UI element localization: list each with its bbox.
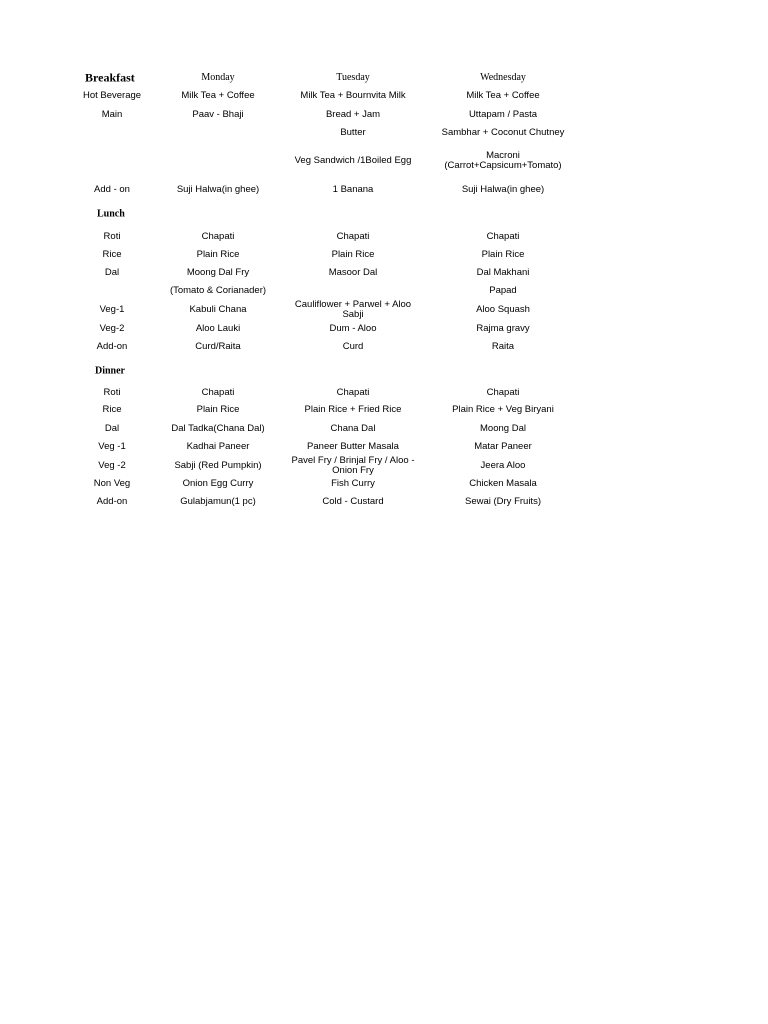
lunch-heading: Lunch [97,208,125,220]
menu-cell: Milk Tea + Coffee [181,90,255,101]
row-label: Rice [102,249,122,260]
day-header-monday: Monday [201,72,235,83]
menu-cell: Aloo Squash [476,304,530,315]
menu-cell: Gulabjamun(1 pc) [180,496,256,507]
menu-cell: Milk Tea + Bournvita Milk [300,90,406,101]
menu-cell: Milk Tea + Coffee [466,90,540,101]
menu-cell: Chapati [486,387,520,398]
menu-cell-line1: Cauliflower + Parwel + Aloo [294,299,412,310]
menu-cell: Onion Egg Curry [182,478,254,489]
menu-cell: Chicken Masala [469,478,537,489]
row-label: Dal [104,423,120,434]
menu-cell: Plain Rice [481,249,525,260]
menu-cell: Dal Makhani [476,267,530,278]
menu-cell: Veg Sandwich /1Boiled Egg [294,155,412,166]
breakfast-heading: Breakfast [85,70,135,85]
menu-cell: (Tomato & Corianader) [169,285,267,296]
menu-cell: Chapati [201,387,235,398]
menu-cell: Sambhar + Coconut Chutney [441,127,565,138]
menu-cell: Paneer Butter Masala [307,441,399,452]
menu-cell: Raita [491,341,515,352]
menu-cell: Papad [489,285,517,296]
menu-cell: Chana Dal [330,423,376,434]
menu-cell: Paav - Bhaji [192,109,244,120]
menu-cell: Suji Halwa(in ghee) [461,184,545,195]
menu-cell: Sabji (Red Pumpkin) [174,460,262,471]
menu-cell: Curd [342,341,364,352]
menu-cell: Chapati [486,231,520,242]
menu-cell: Chapati [201,231,235,242]
menu-cell: Matar Paneer [474,441,532,452]
menu-cell: Fish Curry [331,478,375,489]
menu-cell: Cold - Custard [322,496,384,507]
row-label: Veg-2 [99,323,125,334]
menu-cell-line2: Sabji [342,309,364,320]
menu-cell: Bread + Jam [325,109,381,120]
menu-cell: Plain Rice + Veg Biryani [452,404,554,415]
menu-cell: Masoor Dal [328,267,378,278]
menu-cell: Plain Rice [196,249,240,260]
row-label: Hot Beverage [82,90,142,101]
menu-cell: Jeera Aloo [480,460,526,471]
menu-cell: Chapati [336,387,370,398]
menu-cell: Dal Tadka(Chana Dal) [171,423,265,434]
menu-cell: Kabuli Chana [189,304,247,315]
row-label: Roti [103,231,121,242]
row-label: Add - on [94,184,130,195]
menu-cell: Plain Rice [196,404,240,415]
row-label: Veg-1 [99,304,125,315]
row-label: Rice [102,404,122,415]
menu-cell: Butter [340,127,366,138]
menu-cell: Curd/Raita [195,341,241,352]
menu-cell-line1: Macroni [486,150,520,161]
menu-cell: Plain Rice [331,249,375,260]
menu-cell-line1: Pavel Fry / Brinjal Fry / Aloo - [291,455,415,466]
menu-cell: Dum - Aloo [329,323,377,334]
menu-cell: Chapati [336,231,370,242]
menu-cell: Aloo Lauki [195,323,241,334]
dinner-heading: Dinner [95,365,125,377]
row-label: Add-on [96,496,128,507]
menu-cell: Suji Halwa(in ghee) [176,184,260,195]
menu-cell: Rajma gravy [476,323,530,334]
menu-cell: Uttapam / Pasta [468,109,538,120]
day-header-wednesday: Wednesday [480,72,526,83]
menu-cell: Moong Dal Fry [186,267,250,278]
menu-cell: Moong Dal [480,423,526,434]
row-label: Add-on [96,341,128,352]
row-label: Main [101,109,123,120]
menu-cell: Plain Rice + Fried Rice [304,404,402,415]
row-label: Roti [103,387,121,398]
day-header-tuesday: Tuesday [336,72,370,83]
row-label: Dal [104,267,120,278]
menu-cell: 1 Banana [332,184,374,195]
menu-cell-line2: Onion Fry [332,465,374,476]
row-label: Veg -1 [98,441,126,452]
menu-cell: Sewai (Dry Fruits) [464,496,541,507]
menu-cell: Kadhai Paneer [186,441,250,452]
row-label: Non Veg [93,478,131,489]
row-label: Veg -2 [98,460,126,471]
menu-cell-line2: (Carrot+Capsicum+Tomato) [444,160,562,171]
